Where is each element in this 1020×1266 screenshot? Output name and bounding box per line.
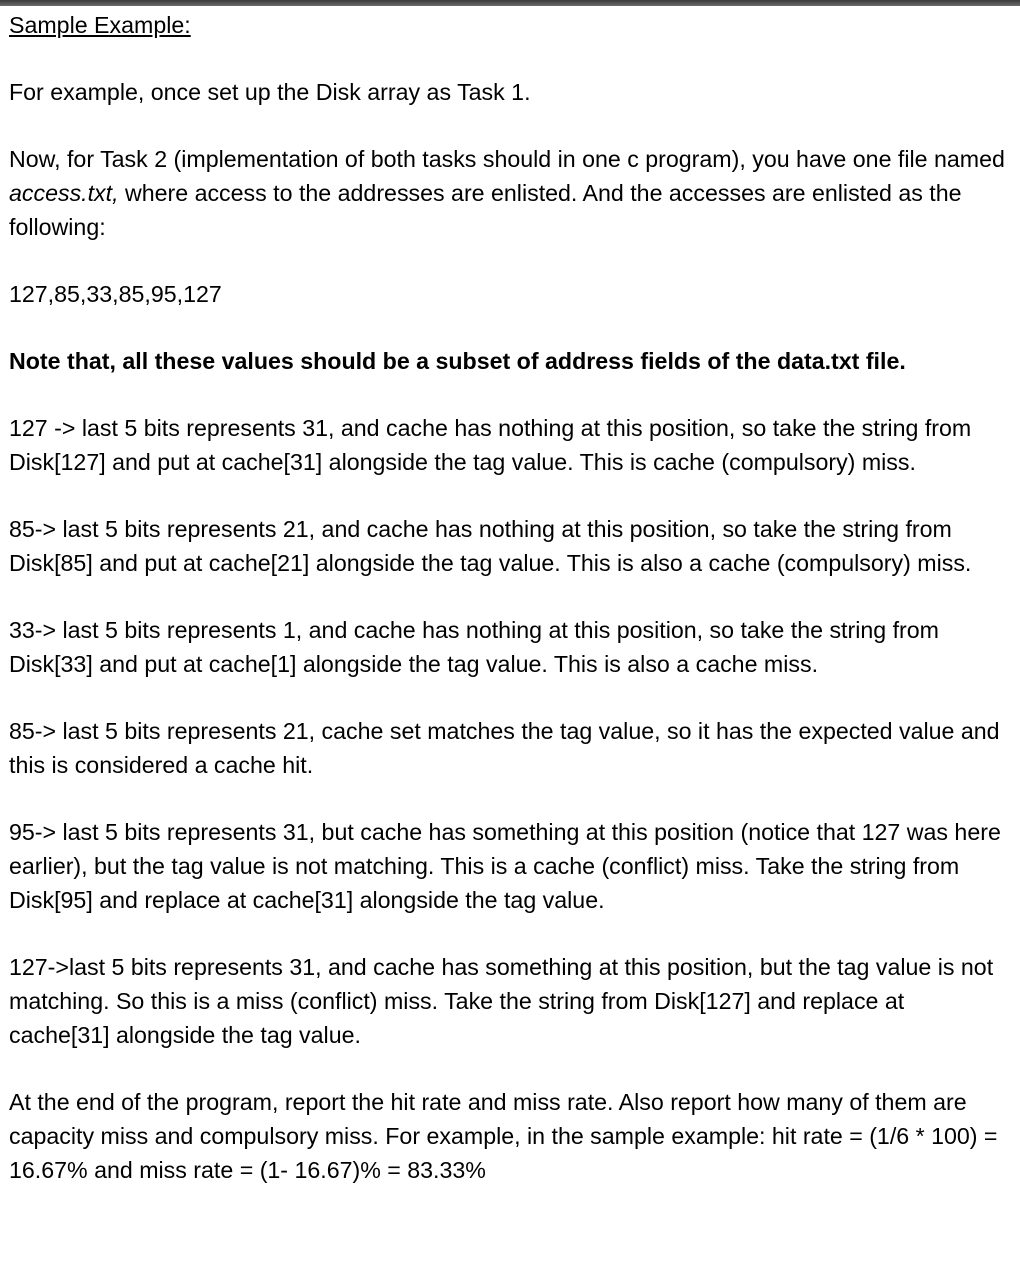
conclusion-paragraph: At the end of the program, report the hit rate and miss rate. Also report how many of them are capacity miss and compulsory miss. For example, in the sample example: hit rate = (1/6 * 100) = 16.67% and miss rate = (1- 16.67)% = 83.33%: [9, 1089, 998, 1183]
step-paragraph-85: 85-> last 5 bits represents 21, and cache has nothing at this position, so take the string from Disk[85] and put at cache[21] alongside the tag value. This is also a cache (compulsory) miss.: [9, 516, 972, 576]
step-paragraph-127-conflict: 127->last 5 bits represents 31, and cache has something at this position, but the tag value is not matching. So this is a miss (conflict) miss. Take the string from Disk[127] and replace at cache[31] alongside the tag value.: [9, 954, 994, 1048]
task2-text-before: Now, for Task 2 (implementation of both tasks should in one c program), you have one file named: [9, 146, 1005, 172]
section-heading: Sample Example:: [9, 12, 191, 38]
top-border: [0, 0, 1020, 6]
task2-paragraph: [9, 142, 1009, 244]
access-filename: access.txt,: [9, 180, 119, 206]
task2-text-after: where access to the addresses are enlisted. And the accesses are enlisted as the following:: [9, 180, 962, 240]
step-paragraph-127: 127 -> last 5 bits represents 31, and cache has nothing at this position, so take the string from Disk[127] and put at cache[31] alongside the tag value. This is cache (compulsory) miss.: [9, 415, 972, 475]
step-paragraph-85-hit: 85-> last 5 bits represents 21, cache set matches the tag value, so it has the expected value and this is considered a cache hit.: [9, 718, 1000, 778]
step-paragraph-33: 33-> last 5 bits represents 1, and cache has nothing at this position, so take the string from Disk[33] and put at cache[1] alongside the tag value. This is also a cache miss.: [9, 617, 939, 677]
intro-paragraph: For example, once set up the Disk array as Task 1.: [9, 79, 531, 105]
document-body: [9, 8, 1009, 1220]
step-paragraph-95: 95-> last 5 bits represents 31, but cache has something at this position (notice that 127 was here earlier), but the tag value is not matching. This is a cache (conflict) miss. Take the string from Disk[95] and replace at cache[31] alongside the tag value.: [9, 819, 1001, 913]
access-list: 127,85,33,85,95,127: [9, 281, 222, 307]
note-paragraph: Note that, all these values should be a subset of address fields of the data.txt file.: [9, 348, 906, 374]
